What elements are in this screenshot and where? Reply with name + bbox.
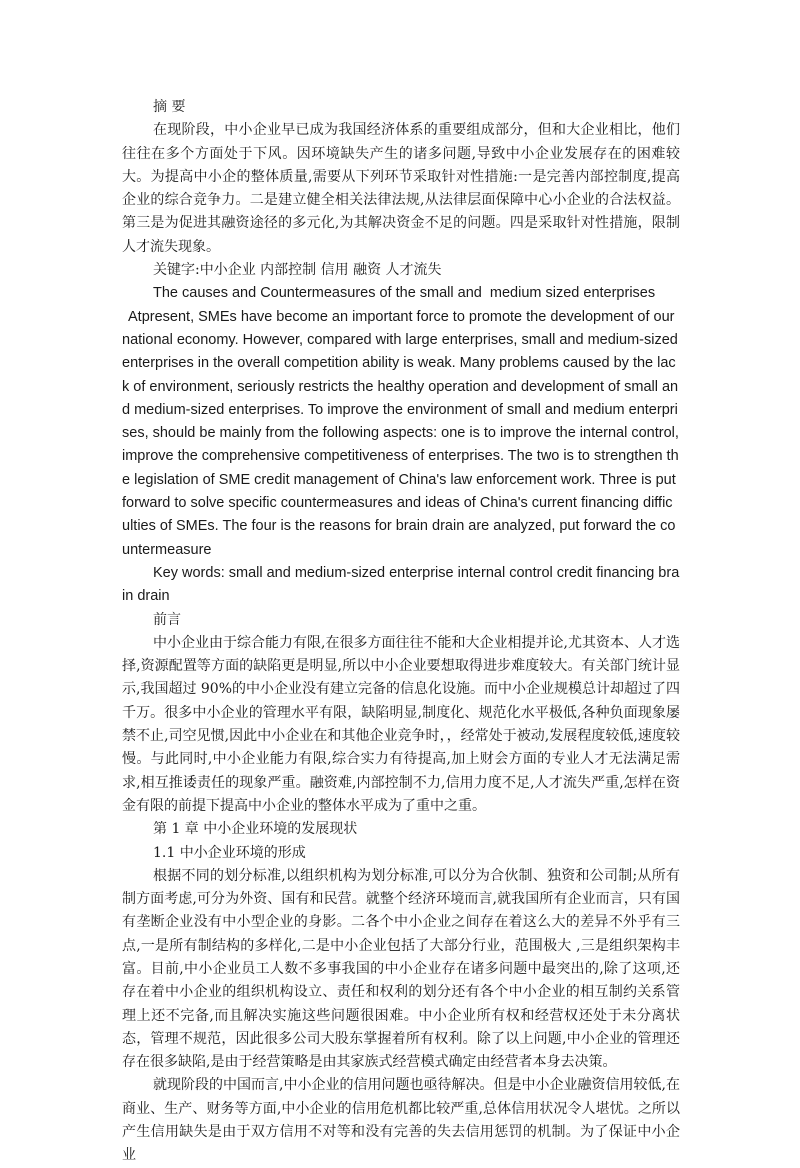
abstract-chinese: 在现阶段，中小企业早已成为我国经济体系的重要组成部分，但和大企业相比，他们往往在多个方面处于下风。因环境缺失产生的诸多问题,导致中小企业发展存在的困难较大。为提高中小企的整体质量,需要从下列环节采取针对性措施:一是完善内部控制度,提高企业的综合竞争力。二是建立健全相关法律法规,从法律层面保障中心小企业的合法权益。第三是为促进其融资途径的多元化,为其解决资金不足的问题。四是采取针对性措施，限制人才流失现象。 [122, 122, 680, 255]
keywords-english: Key words: small and medium-sized enterprise internal control credit financing brain drain [122, 564, 680, 605]
keywords-chinese: 关键字:中小企业 内部控制 信用 融资 人才流失 [153, 262, 442, 279]
section-1-1-paragraph-1: 根据不同的划分标准,以组织机构为划分标准,可以分为合伙制、独资和公司制;从所有制方面考虑,可分为外资、国有和民营。就整个经济环境而言,就我国所有企业而言，只有国有垄断企业没有中小型企业的身影。二各个中小企业之间存在着这么大的差异不外乎有三点,一是所有制结构的多样化,二是中小企业包括了大部分行业，范围极大 ,三是组织架构丰富。目前,中小企业员工人数不多事我国的中小企业存在诸多问题中最突出的,除了这项,还存在着中小企业的组织机构设立、责任和权利的划分还有各个中小企业的相互制约关系管理上还不完备,而且解决实施这些问题很困难。中小企业所有权和经营权还处于未分离状态，管理不规范，因此很多公司大股东掌握着所有权利。除了以上问题,中小企业的管理还存在很多缺陷,是由于经营策略是由其家族式经营模式确定由经营者本身去决策。 [122, 867, 680, 1071]
preface-paragraph: 中小企业由于综合能力有限,在很多方面往往不能和大企业相提并论,尤其资本、人才选择,资源配置等方面的缺陷更是明显,所以中小企业要想取得进步难度较大。有关部门统计显示,我国超过 90%的中小企业没有建立完备的信息化设施。而中小企业规模总计却超过了四千万。很多中小企业的管理水平有限，缺陷明显,制度化、规范化水平极低,各种负面现象屡禁不止,司空见惯,因此中小企业在和其他企业竞争时，，经常处于被动,发展程度较低,速度较慢。与此同时,中小企业能力有限,综合实力有待提高,加上财会方面的专业人才无法满足需求,相互推诿责任的现象严重。融资难,内部控制不力,信用力度不足,人才流失严重,怎样在资金有限的前提下提高中小企业的整体水平成为了重中之重。 [122, 634, 681, 814]
preface-heading: 前言 [153, 611, 181, 628]
document-body [122, 96, 680, 1168]
abstract-english: Atpresent, SMEs have become an important force to promote the development of our national economy. However, compared with large enterprises, small and medium-sized enterprises in the overall competition ability is weak. Many problems caused by the lack of environment, seriously restricts the healthy operation and development of small and medium-sized enterprises. To improve the environment of small and medium enterprises, should be mainly from the following aspects: one is to improve the internal control, improve the comprehensive competitiveness of enterprises. The two is to strengthen the legislation of SME credit management of China's law enforcement work. Three is put forward to solve specific countermeasures and ideas of China's current financing difficulties of SMEs. The four is the reasons for brain drain are analyzed, put forward the countermeasure [122, 308, 679, 558]
section-1-1-paragraph-2: 就现阶段的中国而言,中小企业的信用问题也亟待解决。但是中小企业融资信用较低,在商业、生产、财务等方面,中小企业的信用危机都比较严重,总体信用状况令人堪忧。之所以产生信用缺失是由于双方信用不对等和没有完善的失去信用惩罚的机制。为了保证中小企业 [122, 1077, 680, 1164]
chapter-1-heading: 第 1 章 中小企业环境的发展现状 [153, 821, 358, 838]
section-1-1-heading: 1.1 中小企业环境的形成 [153, 844, 306, 861]
english-title: The causes and Countermeasures of the small and medium sized enterprises [153, 285, 656, 302]
abstract-heading: 摘 要 [153, 99, 186, 115]
